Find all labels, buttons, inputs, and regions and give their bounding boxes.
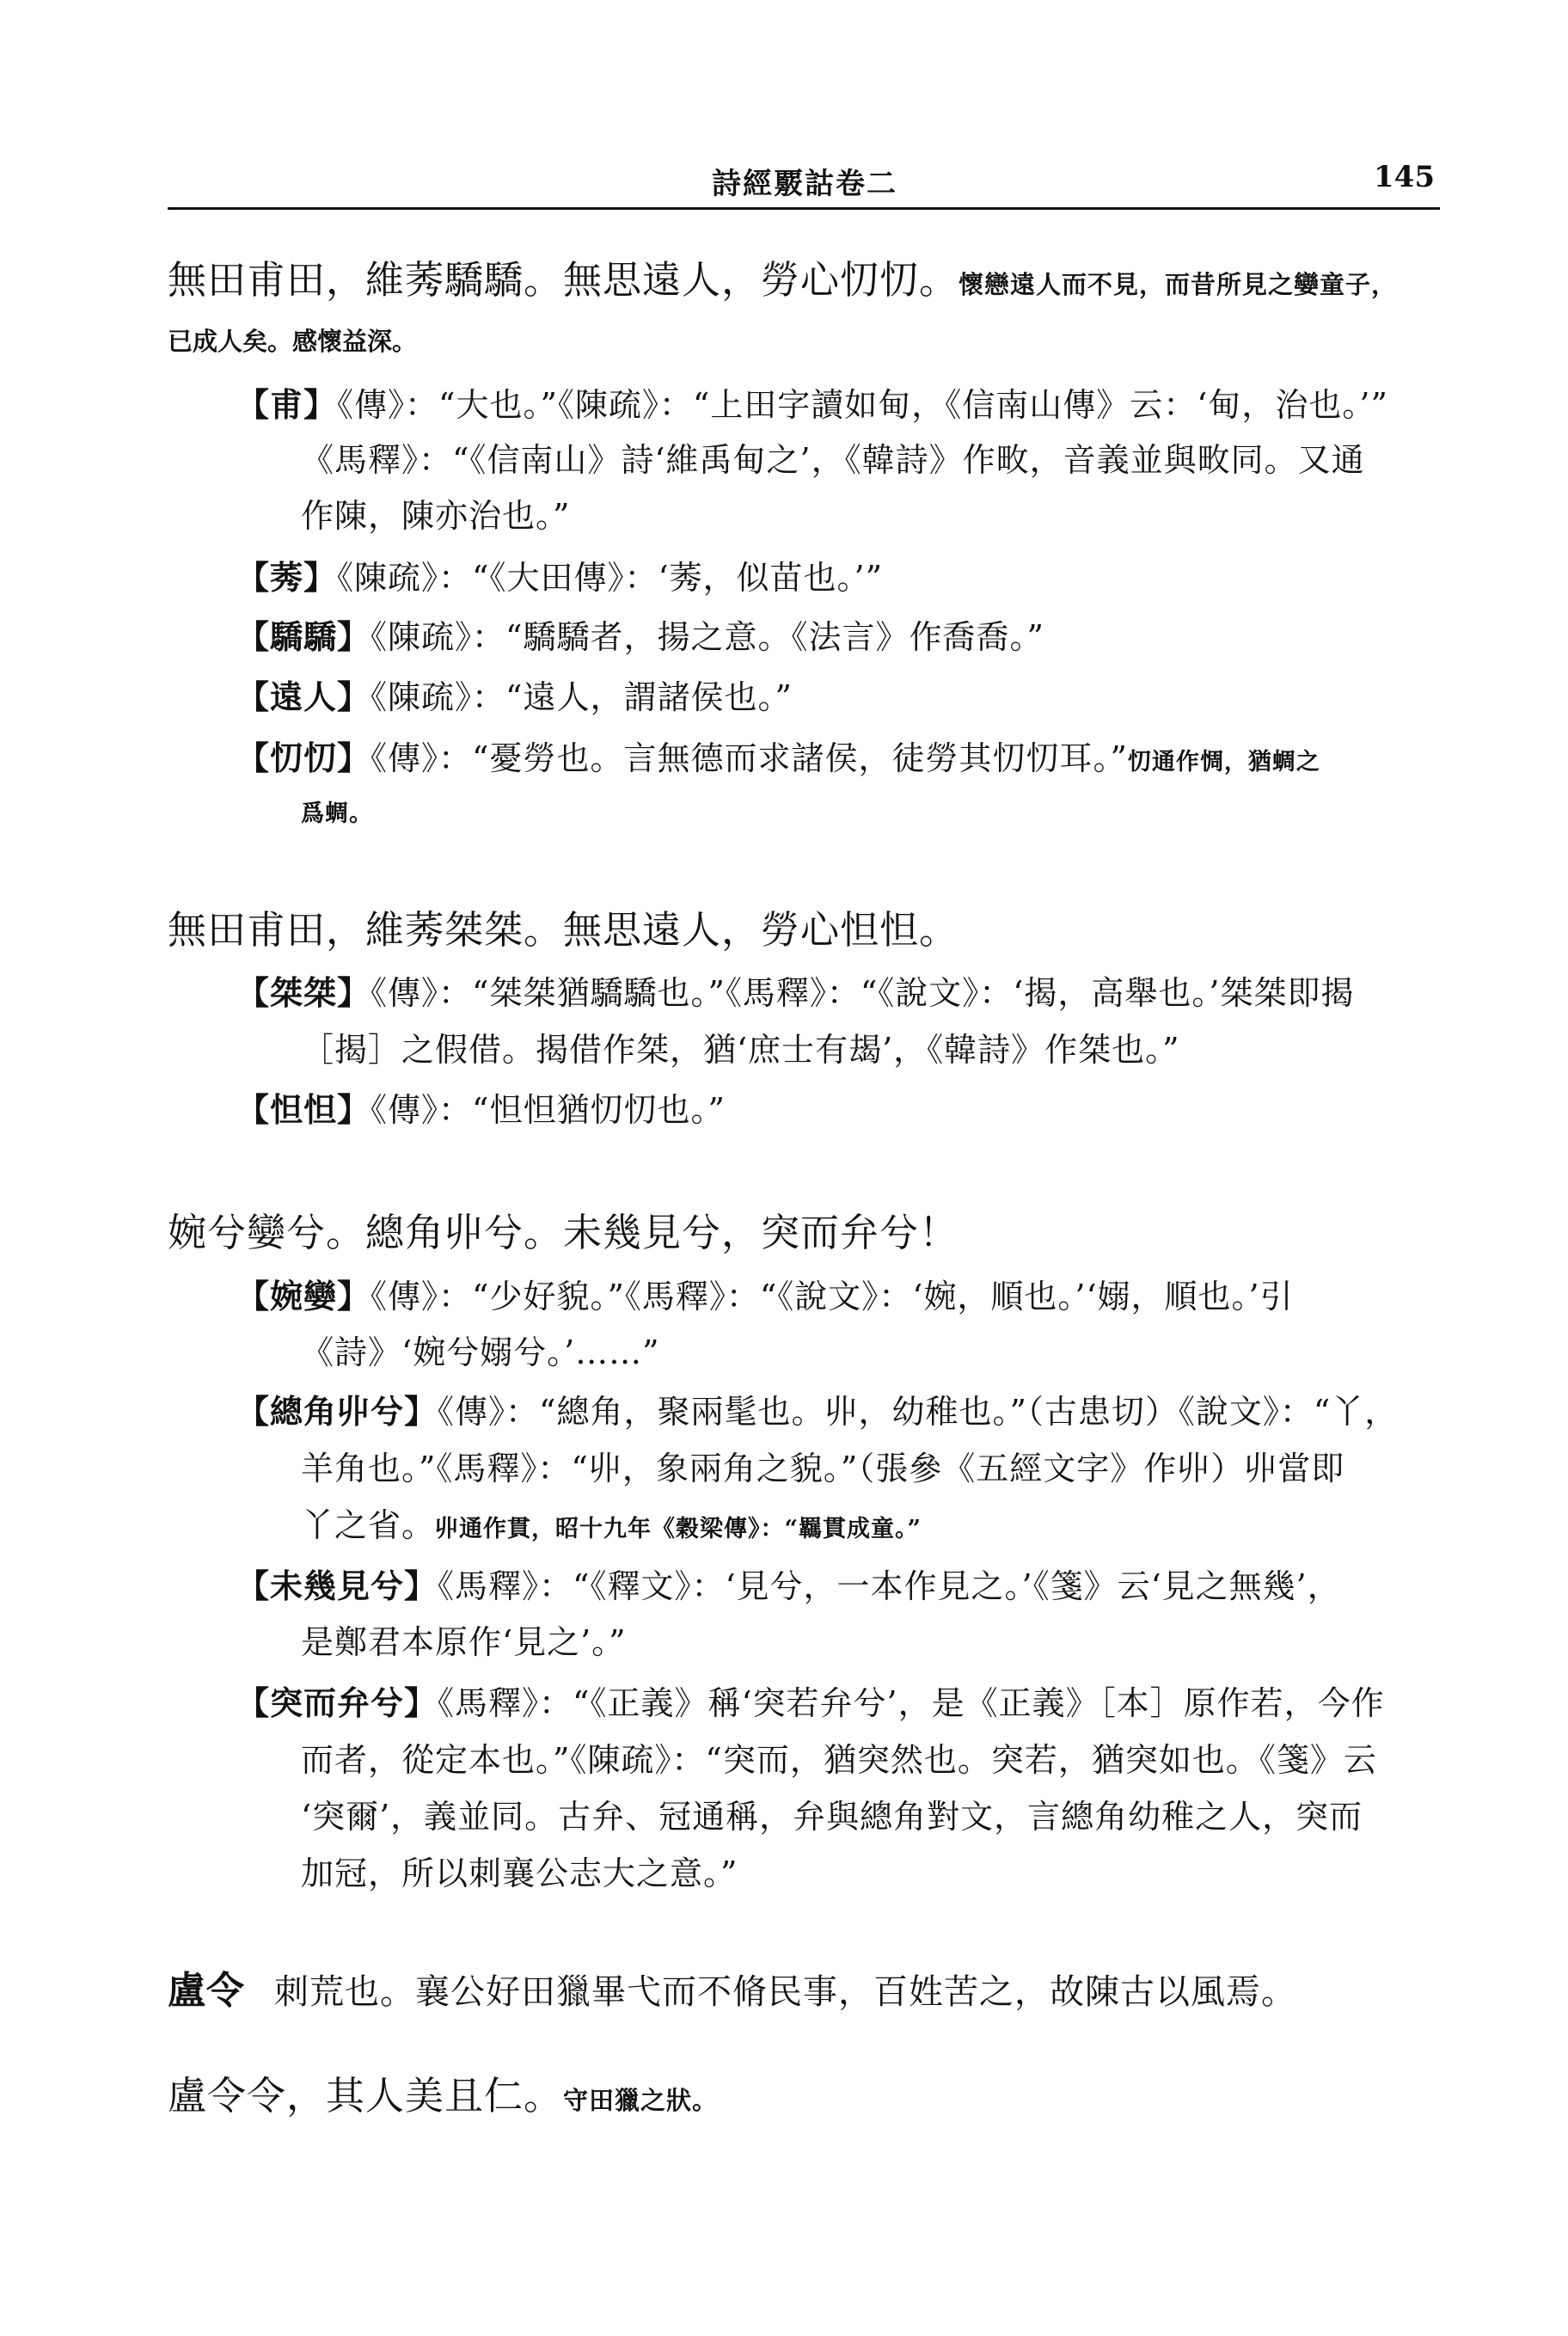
gloss-text: 《陳疏》：“遠人，謂諸侯也。” (371, 678, 793, 716)
gloss-continuation: ‘突爾’，義並同。古弁、冠通稱，弁與總角對文，言總角幼稚之人，突而 (301, 1798, 1363, 1836)
header-rule (168, 207, 1440, 210)
gloss-term: 【遠人】 (236, 678, 371, 716)
gloss-text: 《陳疏》：“驕驕者，揚之意。《法言》作喬喬。” (371, 618, 1044, 656)
gloss-continuation (301, 1504, 922, 1551)
verse-text: 無田甫田，維莠桀桀。無思遠人，勞心怛怛。 (168, 907, 959, 953)
gloss-term: 【未幾見兮】 (236, 1567, 438, 1605)
gloss-entry (236, 737, 1320, 784)
gloss-entry (236, 556, 883, 599)
gloss-text: 丫之省。 (301, 1506, 436, 1544)
gloss-continuation: 而者，從定本也。”《陳疏》：“突而，猶突然也。突若，猶突如也。《箋》云 (301, 1741, 1377, 1779)
verse-note-continuation: 已成人矣。感懷益深。 (168, 327, 418, 356)
gloss-continuation: 羊角也。”《馬釋》：“丱，象兩角之貌。”（張參《五經文字》作丱）丱當即 (301, 1450, 1345, 1487)
verse-text: 無田甫田，維莠驕驕。無思遠人，勞心忉忉。 (168, 257, 959, 303)
gloss-entry (236, 1088, 726, 1131)
gloss-entry (236, 676, 793, 719)
gloss-term: 【怛怛】 (236, 1090, 371, 1129)
gloss-text: 《陳疏》：“《大田傳》：‘莠，似苗也。’” (337, 559, 884, 597)
verse-line (168, 254, 1397, 310)
gloss-text: 《傳》：“憂勞也。言無德而求諸侯，徒勞其忉忉耳。” (371, 739, 1128, 777)
verse-line (168, 2070, 718, 2126)
gloss-continuation: 加冠，所以刺襄公志大之意。” (301, 1855, 738, 1892)
verse-line (168, 1207, 959, 1259)
section-heading (168, 1965, 1296, 2018)
gloss-entry (236, 1390, 1398, 1433)
gloss-text: 《傳》：“少好貌。”《馬釋》：“《說文》：‘婉，順也。’‘嫋，順也。’引 (371, 1278, 1294, 1315)
page-number: 145 (1374, 160, 1435, 194)
gloss-entry (236, 1565, 1341, 1608)
verse-text: 婉兮孌兮。總角丱兮。未幾見兮，突而弁兮！ (168, 1210, 959, 1255)
gloss-text: 《傳》：“總角，聚兩髦也。丱，幼稚也。”（古患切）《說文》：“丫， (438, 1393, 1399, 1431)
section-description: 刺荒也。襄公好田獵畢弋而不脩民事，百姓苦之，故陳古以風焉。 (274, 1972, 1296, 2012)
gloss-text: 《馬釋》：“《正義》稱‘突若弁兮’，是《正義》［本］原作若，今作 (438, 1684, 1385, 1722)
gloss-term: 【甫】 (236, 385, 338, 424)
gloss-text: 《傳》：“大也。”《陳疏》：“上田字讀如甸，《信南山傳》云：‘甸，治也。’” (337, 386, 1388, 424)
gloss-entry (236, 1682, 1385, 1725)
gloss-continuation: 作陳，陳亦治也。” (301, 497, 571, 535)
verse-line (168, 904, 959, 956)
gloss-small-note: 丱通作貫，昭十九年《穀梁傳》：“羈貫成童。” (435, 1516, 922, 1542)
gloss-entry (236, 616, 1044, 659)
verse-note: 懷戀遠人而不見，而昔所見之孌童子， (959, 270, 1398, 299)
gloss-entry (236, 972, 1354, 1015)
verse-note: 守田獵之狀。 (563, 2086, 719, 2115)
gloss-text: 《馬釋》：“《釋文》：‘見兮，一本作見之。’《箋》云‘見之無幾’， (438, 1567, 1341, 1605)
verse-text: 盧令令，其人美且仁。 (168, 2073, 564, 2118)
gloss-continuation: 《詩》‘婉兮嫋兮。’……” (301, 1334, 660, 1371)
gloss-continuation: 是鄭君本原作‘見之’。” (301, 1623, 627, 1661)
gloss-term: 【突而弁兮】 (236, 1683, 438, 1722)
gloss-small-note: 忉通作惆，猶蜩之 (1127, 749, 1320, 776)
gloss-continuation: 爲蜩。 (301, 800, 373, 827)
gloss-term: 【驕驕】 (236, 617, 371, 656)
gloss-continuation: ［揭］之假借。揭借作桀，猶‘庶士有朅’，《韓詩》作桀也。” (301, 1031, 1180, 1069)
gloss-entry (236, 1275, 1294, 1318)
gloss-entry (236, 383, 1388, 426)
gloss-term: 【婉孌】 (236, 1277, 371, 1315)
gloss-term: 【忉忉】 (236, 739, 371, 777)
gloss-continuation: 《馬釋》：“《信南山》詩‘維禹甸之’，《韓詩》作畋，音義並與畋同。又通 (301, 441, 1365, 479)
running-title: 詩經覈詁卷二 (712, 167, 897, 201)
gloss-term: 【桀桀】 (236, 973, 371, 1012)
gloss-term: 【總角丱兮】 (236, 1392, 438, 1431)
gloss-term: 【莠】 (236, 558, 338, 597)
gloss-text: 《傳》：“桀桀猶驕驕也。”《馬釋》：“《說文》：‘揭，高舉也。’桀桀即揭 (371, 974, 1355, 1012)
section-title: 盧令 (168, 1969, 245, 2013)
gloss-text: 《傳》：“怛怛猶忉忉也。” (371, 1091, 726, 1129)
